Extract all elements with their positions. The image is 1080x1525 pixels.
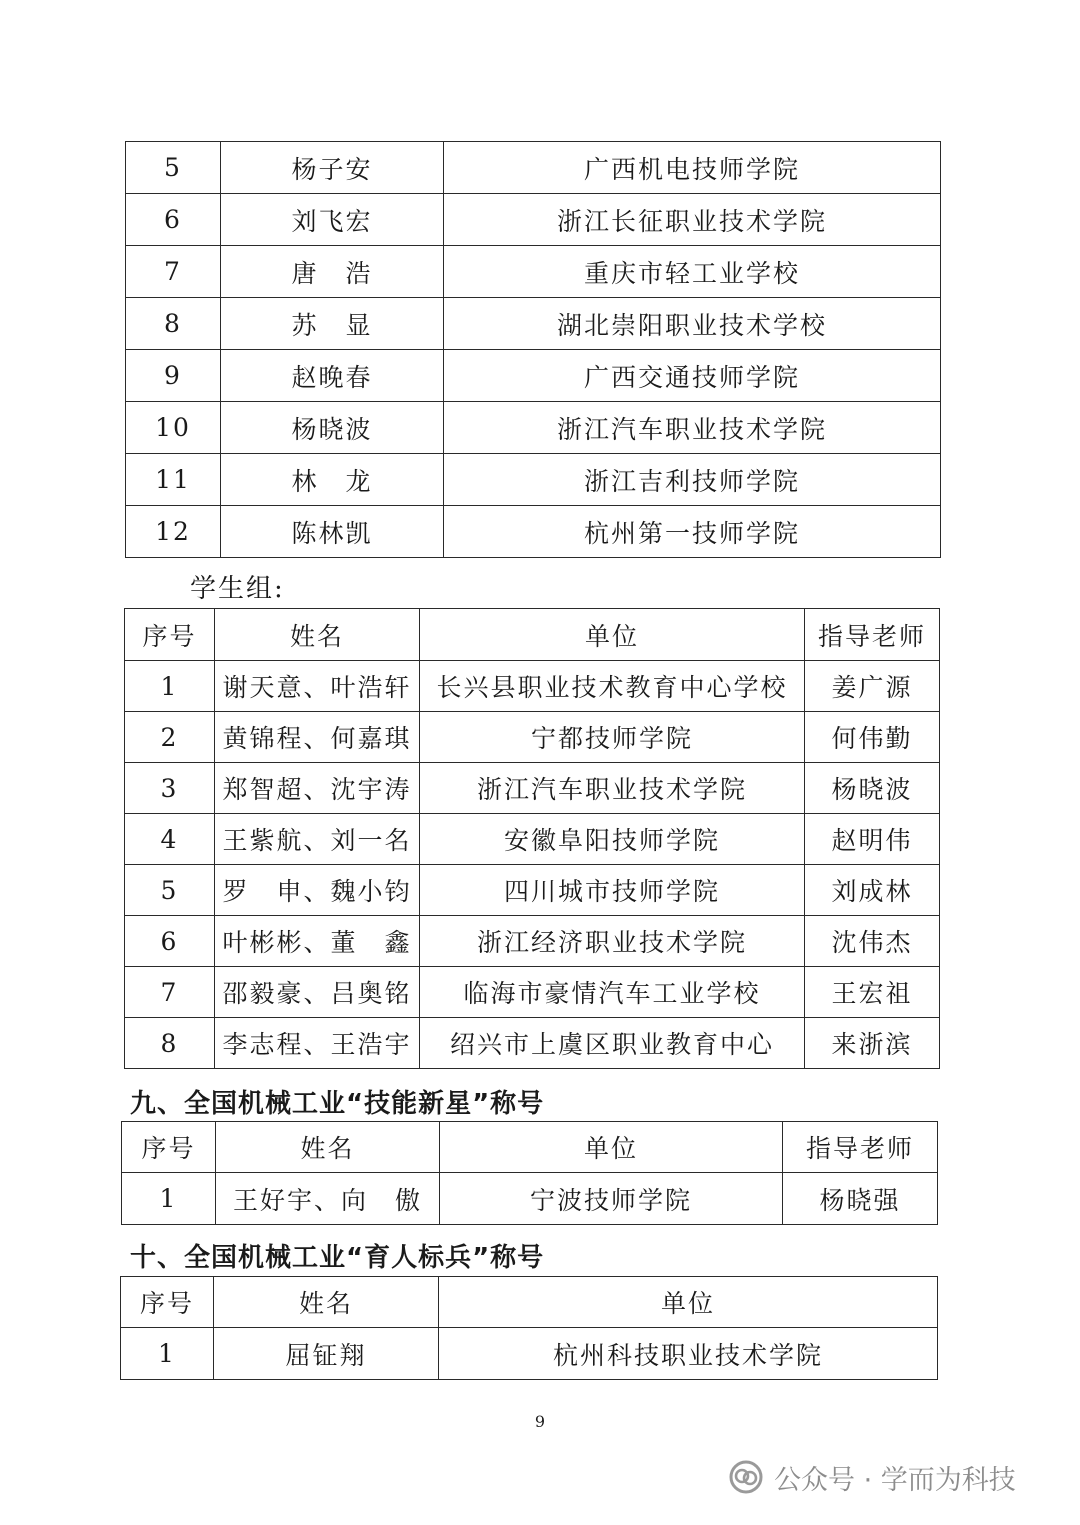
unit-name: 广西交通技师学院 — [444, 350, 941, 402]
table-row — [125, 763, 940, 814]
unit-name: 杭州科技职业技术学院 — [439, 1328, 938, 1380]
unit-name: 浙江吉利技师学院 — [444, 454, 941, 506]
table-row — [125, 712, 940, 763]
person-name: 屈钲翔 — [214, 1328, 439, 1380]
header-unit: 单位 — [420, 609, 805, 661]
row-number: 8 — [126, 298, 221, 350]
table-header-row — [125, 609, 940, 661]
row-number: 10 — [126, 402, 221, 454]
table-row — [126, 402, 941, 454]
unit-name: 重庆市轻工业学校 — [444, 246, 941, 298]
section-9-title: 九、全国机械工业“技能新星”称号 — [130, 1089, 545, 1119]
row-number: 8 — [125, 1018, 215, 1069]
person-name: 王紫航、刘一名 — [215, 814, 420, 865]
teacher-name: 沈伟杰 — [805, 916, 940, 967]
header-unit: 单位 — [439, 1277, 938, 1328]
teacher-name: 姜广源 — [805, 661, 940, 712]
person-name: 黄锦程、何嘉琪 — [215, 712, 420, 763]
table-row — [125, 967, 940, 1018]
teacher-name: 王宏祖 — [805, 967, 940, 1018]
unit-name: 四川城市技师学院 — [420, 865, 805, 916]
table-row — [125, 865, 940, 916]
unit-name: 浙江汽车职业技术学院 — [420, 763, 805, 814]
unit-name: 浙江汽车职业技术学院 — [444, 402, 941, 454]
header-number: 序号 — [125, 609, 215, 661]
teacher-name: 刘成林 — [805, 865, 940, 916]
row-number: 6 — [125, 916, 215, 967]
row-number: 1 — [121, 1328, 214, 1380]
table-row — [125, 814, 940, 865]
table-row — [126, 298, 941, 350]
person-name: 谢天意、叶浩轩 — [215, 661, 420, 712]
award-table-continued — [125, 141, 941, 558]
section-10-title: 十、全国机械工业“育人标兵”称号 — [130, 1243, 545, 1273]
person-name: 唐 浩 — [221, 246, 444, 298]
person-name: 陈林凯 — [221, 506, 444, 558]
table-row — [125, 1018, 940, 1069]
table-row — [126, 246, 941, 298]
person-name: 赵晚春 — [221, 350, 444, 402]
teacher-name: 杨晓波 — [805, 763, 940, 814]
page-number: 9 — [534, 1412, 546, 1431]
person-name: 罗 申、魏小钧 — [215, 865, 420, 916]
row-number: 2 — [125, 712, 215, 763]
header-number: 序号 — [121, 1277, 214, 1328]
unit-name: 宁都技师学院 — [420, 712, 805, 763]
table-header-row — [121, 1277, 938, 1328]
row-number: 11 — [126, 454, 221, 506]
person-name: 郑智超、沈宇涛 — [215, 763, 420, 814]
watermark-text: 公众号 · 学而为科技 — [774, 1464, 1016, 1496]
teacher-name: 来浙滨 — [805, 1018, 940, 1069]
student-group-label: 学生组: — [190, 574, 285, 604]
watermark — [728, 1452, 1016, 1502]
teacher-name: 赵明伟 — [805, 814, 940, 865]
row-number: 5 — [125, 865, 215, 916]
unit-name: 浙江长征职业技术学院 — [444, 194, 941, 246]
student-group-table — [124, 608, 940, 1069]
person-name: 刘飞宏 — [221, 194, 444, 246]
row-number: 1 — [122, 1173, 216, 1225]
header-teacher: 指导老师 — [805, 609, 940, 661]
section-9-table — [121, 1121, 938, 1225]
unit-name: 湖北崇阳职业技术学校 — [444, 298, 941, 350]
row-number: 9 — [126, 350, 221, 402]
person-name: 叶彬彬、董 鑫 — [215, 916, 420, 967]
unit-name: 广西机电技师学院 — [444, 142, 941, 194]
unit-name: 杭州第一技师学院 — [444, 506, 941, 558]
row-number: 7 — [125, 967, 215, 1018]
unit-name: 安徽阜阳技师学院 — [420, 814, 805, 865]
header-name: 姓名 — [215, 609, 420, 661]
header-name: 姓名 — [216, 1122, 440, 1173]
table-header-row — [122, 1122, 938, 1173]
header-name: 姓名 — [214, 1277, 439, 1328]
unit-name: 长兴县职业技术教育中心学校 — [420, 661, 805, 712]
table-row — [126, 454, 941, 506]
row-number: 6 — [126, 194, 221, 246]
unit-name: 绍兴市上虞区职业教育中心 — [420, 1018, 805, 1069]
table-row — [125, 916, 940, 967]
person-name: 王好宇、向 傲 — [216, 1173, 440, 1225]
row-number: 3 — [125, 763, 215, 814]
person-name: 李志程、王浩宇 — [215, 1018, 420, 1069]
unit-name: 浙江经济职业技术学院 — [420, 916, 805, 967]
person-name: 杨子安 — [221, 142, 444, 194]
header-unit: 单位 — [440, 1122, 783, 1173]
row-number: 5 — [126, 142, 221, 194]
row-number: 1 — [125, 661, 215, 712]
header-number: 序号 — [122, 1122, 216, 1173]
section-10-table — [120, 1276, 938, 1380]
teacher-name: 何伟勤 — [805, 712, 940, 763]
row-number: 4 — [125, 814, 215, 865]
table-row — [122, 1173, 938, 1225]
person-name: 杨晓波 — [221, 402, 444, 454]
wechat-official-account-icon — [728, 1459, 764, 1495]
table-row — [126, 142, 941, 194]
table-row — [126, 506, 941, 558]
person-name: 苏 显 — [221, 298, 444, 350]
row-number: 12 — [126, 506, 221, 558]
table-row — [126, 350, 941, 402]
unit-name: 临海市豪情汽车工业学校 — [420, 967, 805, 1018]
person-name: 林 龙 — [221, 454, 444, 506]
table-row — [125, 661, 940, 712]
row-number: 7 — [126, 246, 221, 298]
unit-name: 宁波技师学院 — [440, 1173, 783, 1225]
table-row — [126, 194, 941, 246]
header-teacher: 指导老师 — [783, 1122, 938, 1173]
table-row — [121, 1328, 938, 1380]
person-name: 邵毅豪、吕奥铭 — [215, 967, 420, 1018]
teacher-name: 杨晓强 — [783, 1173, 938, 1225]
